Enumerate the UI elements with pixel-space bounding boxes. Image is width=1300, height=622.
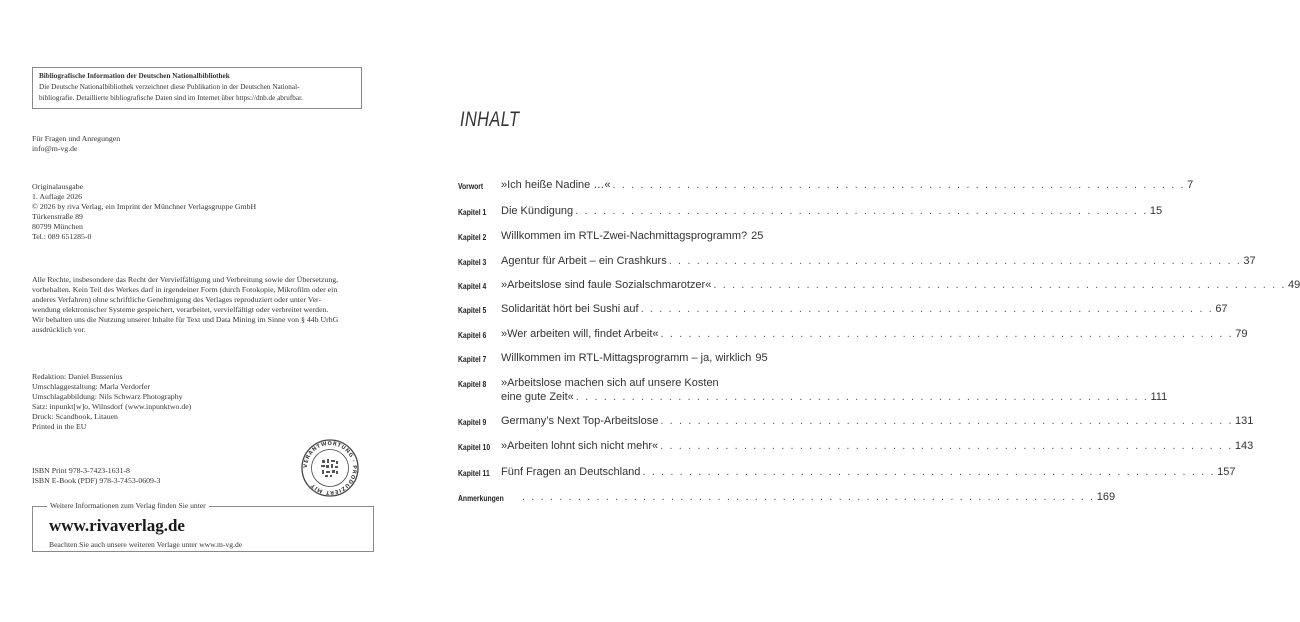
credits-block <box>32 372 191 432</box>
toc-entry-title: »Arbeiten lohnt sich nicht mehr« <box>501 440 659 452</box>
toc-leader-dots: . . . . . . . . . . . . . . . . . . . . . . . . . . . . . . . . . . . . . . . . . . . . . . . . . . . . . . . . . . . . . . <box>640 303 1214 315</box>
toc-entry-title: »Ich heiße Nadine …« <box>501 179 611 191</box>
toc-entry-label: Kapitel 3 <box>458 258 487 267</box>
contact-email[interactable]: info@m-vg.de <box>32 144 78 153</box>
questions-block <box>32 134 120 154</box>
rights-line: Alle Rechte, insbesondere das Recht der Vervielfältigung und Verbreitung sowie der Übersetzung, <box>32 275 339 284</box>
toc-entry-line <box>501 377 744 389</box>
credit-line: Satz: inpunkt[w]o, Wilnsdorf (www.inpunktwo.de) <box>32 402 192 411</box>
toc-entry-title: Willkommen im RTL-Mittagsprogramm – ja, wirklich <box>501 352 752 364</box>
toc-leader-dots: . . . . . . . . . . . . . . . . . . . . . . . . . . . . . . . . . . . . . . . . . . . . . . . . . . . . . . . . . . . . . . <box>612 179 1186 191</box>
toc-entry-page: 157 <box>1217 466 1236 478</box>
credit-line: Redaktion: Daniel Bussenius <box>32 372 123 381</box>
isbn-print: ISBN Print 978-3-7423-1631-8 <box>32 466 130 475</box>
toc-entry[interactable] <box>458 205 1163 219</box>
toc-leader-dots: . . . . . . . . . . . . . . . . . . . . . . . . . . . . . . . . . . . . . . . . . . . . . . . . . . . . . . . . . . . . . . <box>575 391 1149 403</box>
toc-title: INHALT <box>460 108 520 131</box>
toc-entry-page: 25 <box>751 230 764 242</box>
toc-entry-label: Anmerkungen <box>458 494 504 503</box>
bib-text-line: Die Deutsche Nationalbibliothek verzeichnet diese Publikation in der Deutschen National- <box>39 83 300 91</box>
toc-entry-label: Kapitel 5 <box>458 306 487 315</box>
toc-entry-page: 37 <box>1243 255 1256 267</box>
toc-entry-line <box>501 303 1228 315</box>
toc-entry-page: 79 <box>1235 328 1248 340</box>
toc-entry-line <box>501 255 1256 267</box>
toc-entry[interactable] <box>458 279 1300 293</box>
web-box-caption: Weitere Informationen zum Verlag finden Sie unter <box>47 501 209 510</box>
edition-line: Türkenstraße 89 <box>32 212 83 221</box>
rights-line: ausdrücklich vor. <box>32 325 86 334</box>
toc-entry-line <box>501 179 1194 191</box>
toc-entry-line <box>501 440 1254 452</box>
toc-entry-label: Vorwort <box>458 182 484 191</box>
toc-entry-page: 95 <box>755 352 768 364</box>
rights-block <box>32 275 338 335</box>
toc-entry-page: 131 <box>1235 415 1254 427</box>
toc-entry[interactable] <box>458 415 1254 429</box>
toc-entry-page: 7 <box>1187 179 1194 191</box>
edition-block <box>32 182 256 242</box>
toc-entry-page: 49 <box>1288 279 1300 291</box>
toc-leader-dots: . . . . . . . . . . . . . . . . . . . . . . . . . . . . . . . . . . . . . . . . . . . . . . . . . . . . . . . . . . . . . . <box>713 279 1287 291</box>
toc-entry-title-cont: eine gute Zeit« <box>501 391 574 403</box>
toc-entry-label: Kapitel 6 <box>458 331 487 340</box>
edition-line: Tel.: 089 651285-0 <box>32 232 92 241</box>
toc-entry-title: Fünf Fragen an Deutschland <box>501 466 641 478</box>
toc-leader-dots: . . . . . . . . . . . . . . . . . . . . . . . . . . . . . . . . . . . . . . . . . . . . . . . . . . . . . . . . . . . . . . <box>575 205 1148 217</box>
toc-leader-dots: . . . . . . . . . . . . . . . . . . . . . . . . . . . . . . . . . . . . . . . . . . . . . . . . . . . . . . . . . . . . . . <box>522 491 1095 503</box>
rights-line: wendung elektronischer Systeme gespeichert, verarbeitet, vervielfältigt oder verbreitet werden. <box>32 305 329 314</box>
toc-entry[interactable] <box>458 466 1236 480</box>
edition-line: 80799 München <box>32 222 83 231</box>
toc-entry[interactable] <box>458 179 1194 193</box>
questions-heading: Für Fragen und Anregungen <box>32 134 121 143</box>
toc-entry-label: Kapitel 2 <box>458 233 487 242</box>
edition-line: Originalausgabe <box>32 182 84 191</box>
credit-line: Printed in the EU <box>32 422 87 431</box>
toc-entry-line <box>501 352 768 364</box>
bib-text-line: bibliografie. Detaillierte bibliografische Daten sind im Internet über https://dnb.de abrufbar. <box>39 94 303 102</box>
edition-line: © 2026 by riva Verlag, ein Imprint der Münchner Verlagsgruppe GmbH <box>32 202 257 211</box>
toc-entry-title: Willkommen im RTL-Zwei-Nachmittagsprogramm? <box>501 230 748 242</box>
toc-entry[interactable] <box>458 352 768 366</box>
toc-entry-title: Solidarität hört bei Sushi auf <box>501 303 639 315</box>
more-publishers-note: Beachten Sie auch unsere weiteren Verlage unter www.m-vg.de <box>49 540 243 549</box>
toc-entry-line <box>501 205 1163 217</box>
toc-entry-label: Kapitel 4 <box>458 282 487 291</box>
toc-entry-label: Kapitel 10 <box>458 443 491 452</box>
publisher-web-box <box>32 501 374 552</box>
toc-entry-line <box>501 230 764 242</box>
toc-entry[interactable] <box>458 255 1256 269</box>
credit-line: Umschlagabbildung: Nils Schwarz Photography <box>32 392 183 401</box>
toc-entry-line <box>501 415 1254 427</box>
toc-entry-label: Kapitel 9 <box>458 418 487 427</box>
responsibility-seal-icon <box>300 438 360 498</box>
toc-entry-page: 143 <box>1234 440 1254 452</box>
toc-entry[interactable] <box>458 328 1248 342</box>
toc-entry[interactable] <box>458 377 744 391</box>
rights-line: Wir behalten uns die Nutzung unserer Inhalte für Text und Data Mining im Sinne von § 44b UrhG <box>32 315 339 324</box>
rights-line: vorbehalten. Kein Teil des Werkes darf in irgendeiner Form (durch Fotokopie, Mikrofilm oder ein <box>32 285 338 294</box>
toc-entry-title: »Arbeitslose machen sich auf unsere Kosten <box>501 377 719 389</box>
credit-line: Umschlaggestaltung: Marla Verdorfer <box>32 382 151 391</box>
rights-line: anderes Verfahren) ohne schriftliche Genehmigung des Verlages reproduziert oder unter Ver- <box>32 295 322 304</box>
toc-entry-title: Germany’s Next Top-Arbeitslose <box>501 415 659 427</box>
toc-entry-title: Agentur für Arbeit – ein Crashkurs <box>501 255 667 267</box>
toc-entry-title: »Arbeitslose sind faule Sozialschmarotzer« <box>501 279 712 291</box>
toc-entry-label: Kapitel 1 <box>458 208 487 217</box>
toc-entry[interactable] <box>458 230 764 244</box>
toc-entry-title: Die Kündigung <box>501 205 574 217</box>
toc-entry-page: 111 <box>1150 391 1168 403</box>
toc-entry-line <box>501 279 1300 291</box>
svg-text:VERANTWORTUNG · PRODUZIERT MIT: VERANTWORTUNG · PRODUZIERT MIT <box>302 440 358 496</box>
toc-entry-label: Kapitel 8 <box>458 380 487 389</box>
toc-entry-page: 15 <box>1149 205 1163 217</box>
toc-entry-line <box>520 491 1116 503</box>
toc-entry[interactable] <box>458 303 1228 317</box>
toc-entry-page: 67 <box>1215 303 1228 315</box>
toc-entry-line <box>501 466 1236 478</box>
isbn-block <box>32 466 160 486</box>
toc-entry-page: 169 <box>1096 491 1116 503</box>
bib-heading: Bibliografische Information der Deutschen Nationalbibliothek <box>39 72 230 80</box>
toc-entry-line <box>501 328 1248 340</box>
toc-entry-continuation <box>501 391 1168 403</box>
toc-entry-label: Kapitel 11 <box>458 469 490 478</box>
bibliographic-info-box <box>32 67 362 109</box>
toc-leader-dots: . . . . . . . . . . . . . . . . . . . . . . . . . . . . . . . . . . . . . . . . . . . . . . . . . . . . . . . . . . . . . . <box>668 255 1242 267</box>
toc-leader-dots: . . . . . . . . . . . . . . . . . . . . . . . . . . . . . . . . . . . . . . . . . . . . . . . . . . . . . . . . . . . . . . <box>660 440 1233 452</box>
publisher-url-link[interactable]: www.rivaverlag.de <box>49 516 185 535</box>
toc-leader-dots: . . . . . . . . . . . . . . . . . . . . . . . . . . . . . . . . . . . . . . . . . . . . . . . . . . . . . . . . . . . . . . <box>642 466 1216 478</box>
toc-entry-label: Kapitel 7 <box>458 355 487 364</box>
edition-line: 1. Auflage 2026 <box>32 192 83 201</box>
toc-entry[interactable] <box>458 440 1254 454</box>
toc-entry[interactable] <box>458 491 1116 505</box>
toc-leader-dots: . . . . . . . . . . . . . . . . . . . . . . . . . . . . . . . . . . . . . . . . . . . . . . . . . . . . . . . . . . . . . . <box>660 328 1234 340</box>
isbn-ebook: ISBN E-Book (PDF) 978-3-7453-0609-3 <box>32 476 161 485</box>
credit-line: Druck: Scandbook, Litauen <box>32 412 118 421</box>
toc-leader-dots: . . . . . . . . . . . . . . . . . . . . . . . . . . . . . . . . . . . . . . . . . . . . . . . . . . . . . . . . . . . . . . <box>660 415 1234 427</box>
toc-entry-title: »Wer arbeiten will, findet Arbeit« <box>501 328 659 340</box>
